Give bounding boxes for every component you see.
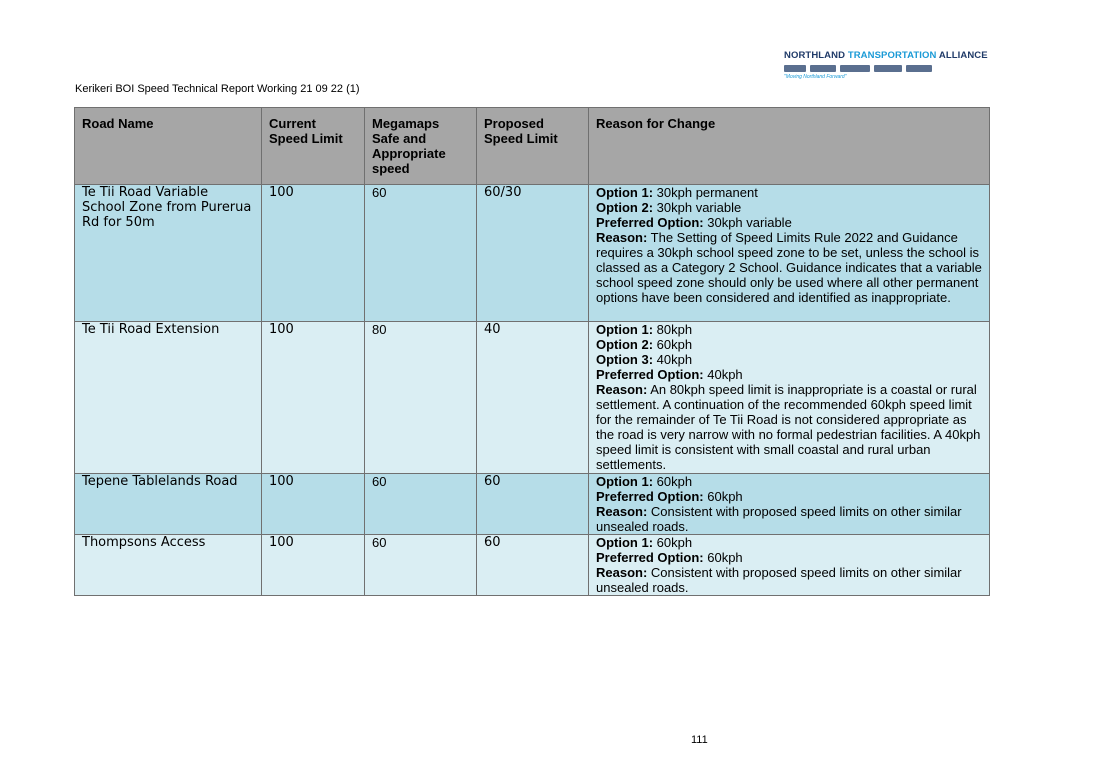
council-logo <box>874 65 902 72</box>
report-title: Kerikeri BOI Speed Technical Report Working 21 09 22 (1) <box>75 83 360 95</box>
option-line: Option 1: 30kph permanent <box>596 185 758 200</box>
table-row <box>75 535 990 596</box>
option-line: Option 3: 40kph <box>596 352 693 367</box>
reason-line: Reason: The Setting of Speed Limits Rule 2022 and Guidance requires a 30kph school speed zone to be set, unless the school is classed as a Category 2 School. Guidance indicates that a variable school speed zone should only be used where all other permanent options have been considered and identified as inappropriate. <box>596 230 982 305</box>
current-speed-cell: 100 <box>262 474 365 535</box>
table-row <box>75 474 990 535</box>
table-row <box>75 322 990 474</box>
option-line: Option 2: 60kph <box>596 337 693 352</box>
northland-transportation-alliance-logo <box>784 50 988 82</box>
proposed-speed-cell: 60/30 <box>477 185 589 322</box>
column-header-proposed: Proposed Speed Limit <box>477 108 589 185</box>
council-logo <box>784 65 806 72</box>
logo-title: NORTHLAND TRANSPORTATION ALLIANCE <box>784 50 988 61</box>
option-line: Option 1: 60kph <box>596 474 693 489</box>
road-name-cell: Tepene Tablelands Road <box>75 474 262 535</box>
reason-cell <box>589 535 990 596</box>
option-line: Option 1: 60kph <box>596 535 693 550</box>
road-name-cell: Thompsons Access <box>75 535 262 596</box>
preferred-option-line: Preferred Option: 30kph variable <box>596 215 792 230</box>
logo-tagline: "Moving Northland Forward" <box>784 74 847 80</box>
reason-line: Reason: Consistent with proposed speed limits on other similar unsealed roads. <box>596 565 962 595</box>
megamaps-speed-cell: 60 <box>365 185 477 322</box>
reason-line: Reason: Consistent with proposed speed limits on other similar unsealed roads. <box>596 504 962 534</box>
preferred-option-line: Preferred Option: 60kph <box>596 489 743 504</box>
council-logo <box>840 65 870 72</box>
road-name-cell: Te Tii Road Variable School Zone from Purerua Rd for 50m <box>75 185 262 322</box>
reason-cell <box>589 474 990 535</box>
megamaps-speed-cell: 80 <box>365 322 477 474</box>
proposed-speed-cell: 60 <box>477 474 589 535</box>
page-number: 111 <box>691 734 708 746</box>
nzta-logo <box>906 65 932 72</box>
current-speed-cell: 100 <box>262 185 365 322</box>
proposed-speed-cell: 60 <box>477 535 589 596</box>
reason-cell <box>589 322 990 474</box>
option-line: Option 1: 80kph <box>596 322 693 337</box>
megamaps-speed-cell: 60 <box>365 535 477 596</box>
preferred-option-line: Preferred Option: 60kph <box>596 550 743 565</box>
column-header-reason: Reason for Change <box>589 108 990 185</box>
preferred-option-line: Preferred Option: 40kph <box>596 367 743 382</box>
option-line: Option 2: 30kph variable <box>596 200 742 215</box>
table-header-row <box>75 108 990 185</box>
megamaps-speed-cell: 60 <box>365 474 477 535</box>
table-row <box>75 185 990 322</box>
reason-line: Reason: An 80kph speed limit is inappropriate is a coastal or rural settlement. A continuation of the recommended 60kph speed limit for the remainder of Te Tii Road is not considered appropriate as the road is very narrow with no formal pedestrian facilities. A 40kph speed limit is consistent with small coastal and rural urban settlements. <box>596 382 981 472</box>
partner-logos <box>784 63 952 73</box>
reason-cell <box>589 185 990 322</box>
column-header-road-name: Road Name <box>75 108 262 185</box>
column-header-current-speed: Current Speed Limit <box>262 108 365 185</box>
speed-limit-table <box>74 107 990 596</box>
current-speed-cell: 100 <box>262 322 365 474</box>
council-logo <box>810 65 836 72</box>
current-speed-cell: 100 <box>262 535 365 596</box>
proposed-speed-cell: 40 <box>477 322 589 474</box>
road-name-cell: Te Tii Road Extension <box>75 322 262 474</box>
column-header-megamaps: Megamaps Safe and Appropriate speed <box>365 108 477 185</box>
